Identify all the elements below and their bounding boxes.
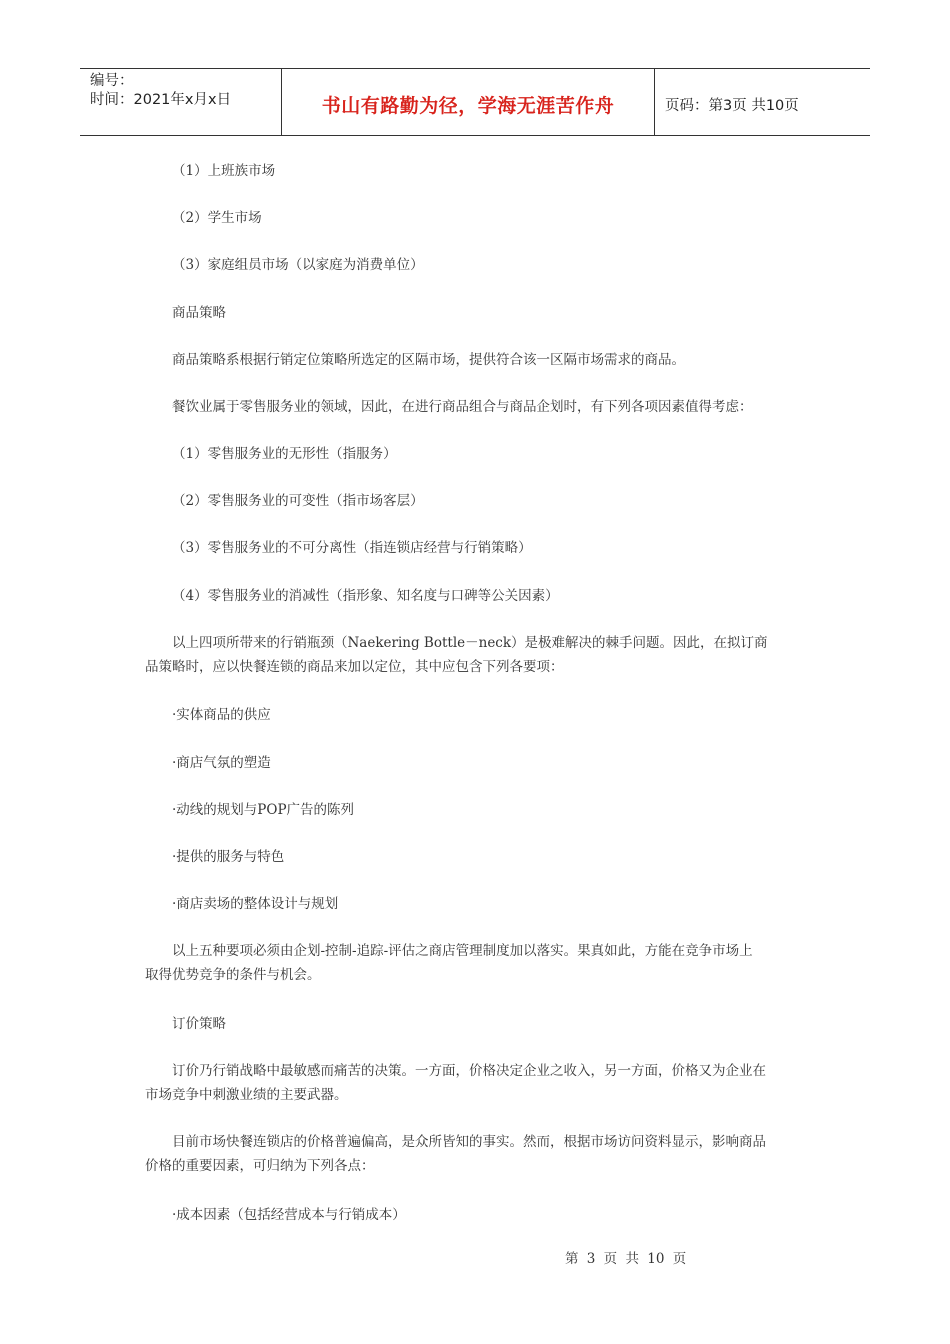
paragraph-line: 取得优势竞争的条件与机会。: [145, 967, 321, 983]
paragraph-line: 品策略时，应以快餐连锁的商品来加以定位，其中应包含下列各要项：: [145, 659, 564, 675]
paragraph: 餐饮业属于零售服务业的领域，因此，在进行商品组合与商品企划时，有下列各项因素值得考虑：: [172, 399, 753, 415]
section-heading: 订价策略: [172, 1016, 226, 1032]
list-item: （4）零售服务业的消减性（指形象、知名度与口碑等公关因素）: [172, 588, 559, 604]
paragraph-line: 价格的重要因素，可归纳为下列各点：: [145, 1158, 375, 1174]
bullet-item: ·商店气氛的塑造: [172, 755, 271, 771]
bullet-item: ·提供的服务与特色: [172, 849, 285, 865]
bullet-item: ·成本因素（包括经营成本与行销成本）: [172, 1207, 406, 1223]
bullet-item: ·实体商品的供应: [172, 707, 271, 723]
paragraph: （3）家庭组员市场（以家庭为消费单位）: [172, 257, 424, 273]
paragraph: （2）学生市场: [172, 210, 262, 226]
paragraph-line: 以上四项所带来的行销瓶颈（Naekering Bottle－neck）是极难解决的棘手问题。因此，在拟订商: [172, 635, 768, 651]
time-label: 时间：2021年x月x日: [90, 92, 232, 108]
list-item: （2）零售服务业的可变性（指市场客层）: [172, 493, 424, 509]
motto: 书山有路勤为径，学海无涯苦作舟: [321, 94, 615, 117]
section-heading: 商品策略: [172, 305, 226, 321]
number-label: 编号：: [90, 73, 134, 89]
paragraph: 商品策略系根据行销定位策略所选定的区隔市场，提供符合该一区隔市场需求的商品。: [172, 352, 685, 368]
bullet-item: ·动线的规划与POP广告的陈列: [172, 802, 355, 818]
bullet-item: ·商店卖场的整体设计与规划: [172, 896, 339, 912]
header-page-code-cell: [655, 69, 870, 135]
paragraph-line: 订价乃行销战略中最敏感而痛苦的决策。一方面，价格决定企业之收入，另一方面，价格又为企业在: [172, 1063, 766, 1079]
header-meta: [80, 69, 282, 135]
paragraph-line: 以上五种要项必须由企划-控制-追踪-评估之商店管理制度加以落实。果真如此，方能在竞争市场上: [172, 943, 753, 959]
page-code: 页码：第3页 共10页: [665, 97, 799, 114]
list-item: （3）零售服务业的不可分离性（指连锁店经营与行销策略）: [172, 540, 532, 556]
list-item: （1）零售服务业的无形性（指服务）: [172, 446, 397, 462]
page-header: [80, 68, 870, 136]
paragraph: （1）上班族市场: [172, 163, 276, 179]
header-motto-cell: [282, 69, 655, 135]
paragraph-line: 市场竞争中刺激业绩的主要武器。: [145, 1087, 348, 1103]
paragraph-line: 目前市场快餐连锁店的价格普遍偏高，是众所皆知的事实。然而，根据市场访问资料显示，影响商品: [172, 1134, 766, 1150]
page-footer: 第 3 页 共 10 页: [565, 1251, 687, 1267]
